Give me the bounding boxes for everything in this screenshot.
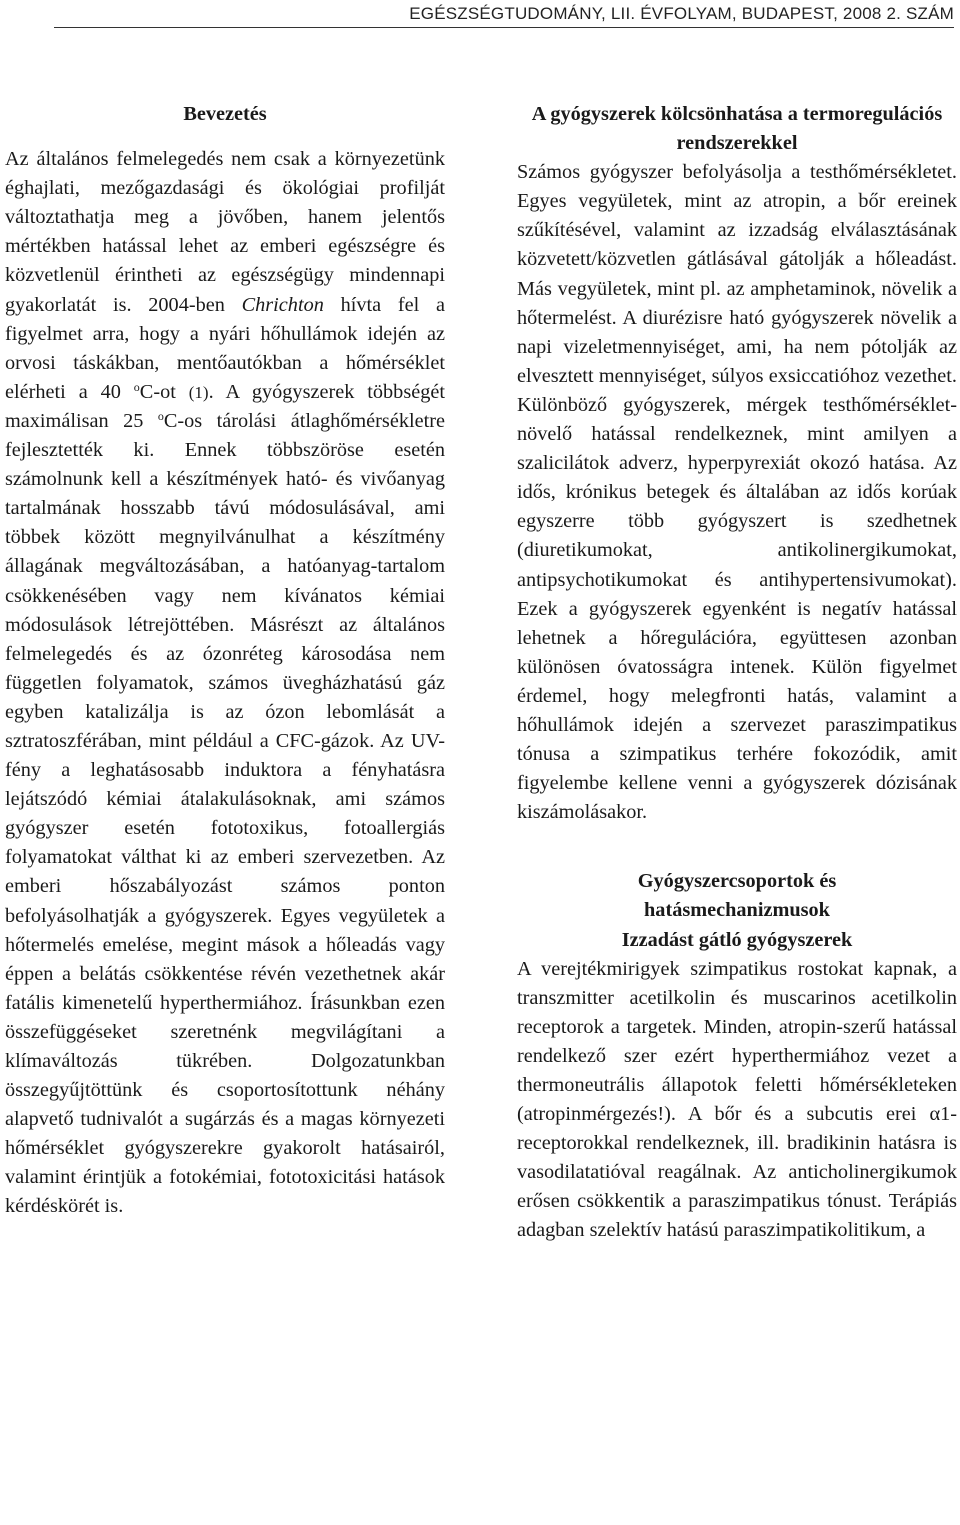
groups-paragraph: A verejtékmirigyek szimpatikus rostokat kapnak, a transzmitter acetilkolin és muscarinos acetilkolin receptorok a targetek. Minden, atropin-szerű hatással rendelkező szer ezért hyperthermiához vezet a thermoneutrális állapotok feletti hőmérsékleteken (atropinmérgezés!). A bőr és a subcutis erei α1-receptorokkal rendelkeznek, ill. bradikinin hatásra is vasodilatatióval reagálnak. Az anticholinergikumok erősen csökkentik a paraszimpatikus tónust. Terápiás adagban szelektív hatású paraszimpatikolitikum, a xyxy=(517,957,957,1242)
groups-heading-line2: hatásmechanizmusok xyxy=(644,899,830,922)
journal-running-title: EGÉSZSÉGTUDOMÁNY, LII. ÉVFOLYAM, BUDAPEST, 2008 2. SZÁM xyxy=(409,4,954,23)
interaction-paragraph: Számos gyógyszer befolyásolja a testhőmérsékletet. Egyes vegyületek, mint az atropin, a bőr ereinek szűkítésével, valamint az izzadság elválasztásának közvetett/közvetlen gátlásával gátolják a hőleadást. Más vegyületek, mint pl. az amphetaminok, növelik a hőtermelést. A diurézisre ható gyógyszerek növelik a napi vizeletmennyiséget, ami, ha nem pótolják az elvesztett mennyiséget, súlyos exsiccatióhoz vezethet. Különböző gyógyszerek, mérgek testhőmérséklet-növelő hatással rendelkeznek, mint amilyen a szalicilátok adverz, hyperpyrexiát okozó hatása. Az idős, krónikus betegek és általában az idős korúak egyszerre több gyógyszert is szedhetnek (diuretikumokat, antikolinergikumokat, antipsychotikumokat és antihypertensivumokat). Ezek a gyógyszerek egyenként is negatív hatással lehetnek a hőregulációra, együttesen azonban különösen óvatosságra intenek. Külön figyelmet érdemel, hogy melegfronti hatás, valamint a hőhullámok idején a szervezet paraszimpatikus tónusa a szimpatikus terhére fokozódik, amit figyelembe kellene venni a gyógyszerek dózisának kiszámolásakor. xyxy=(517,161,957,824)
degree-symbol-1: o xyxy=(133,379,140,394)
intro-text-5: C-os tárolási átlaghőmérsékletre fejlesztették ki. Ennek többszöröse esetén számolnunk kell a készítmények ható- és vivőanyag tartalmának hosszabb távú módosulásával, ami többek között megnyilvánulhat a készítmény állagának megváltozásában, a hatóanyag-tartalom csökkenésében vagy nem kívánatos kémiai módosulások létrejöttében. Másrészt az általános felmelegedés és az ózonréteg károsodása nem független folyamatok, számos üvegházhatású gáz egyben katalizálja is az ózon lebomlását a sztratoszférában, mint például a CFC-gázok. Az UV-fény a leghatásosabb induktora a fényhatásra lejátszódó kémiai átalakulásoknak, ami számos gyógyszer esetén fototoxikus, fotoallergiás folyamatokat válthat ki az emberi szervezetben. Az emberi hőszabályozást számos ponton befolyásolhatják a gyógyszerek. Egyes vegyületek a hőtermelés emelése, megint mások a hőleadás vagy éppen a belátás csökkentése révén vezethetnek akár fatális kimenetelű hyperthermiához. Írásunkban ezen összefüggéseket szeretnénk megvilágítani a klímaváltozás tükrében. Dolgozatunkban összegyűjtöttünk és csoportosítottunk néhány alapvető tudnivalót a sugárzás és a magas környezeti hőmérséklet gyógyszerekre gyakorolt hatásairól, valamint érintjük a fotokémiai, fototoxicitási hatások kérdéskörét is. xyxy=(5,409,445,1218)
left-column xyxy=(5,100,445,1222)
right-column xyxy=(517,100,957,1246)
intro-heading: Bevezetés xyxy=(183,103,267,125)
groups-heading-line1: Gyógyszercsoportok és xyxy=(637,870,837,893)
intro-text-3: C-ot xyxy=(139,380,189,403)
interaction-heading: A gyógyszerek kölcsönhatása a termoregulációs rendszerekkel xyxy=(531,103,943,155)
running-header xyxy=(54,4,954,28)
citation-ref: (1) xyxy=(188,382,209,402)
intro-text-4: . A gyógyszerek többségét maximálisan 25 xyxy=(5,380,445,432)
groups-heading xyxy=(517,867,957,954)
groups-subheading: Izzadást gátló gyógyszerek xyxy=(621,928,853,951)
degree-symbol-2: o xyxy=(157,408,164,423)
intro-paragraph xyxy=(5,145,445,1221)
section-spacer xyxy=(517,827,957,867)
author-name: Chrichton xyxy=(241,293,324,316)
intro-text-1: Az általános felmelegedés nem csak a környezetünk éghajlati, mezőgazdasági és ökológiai profilját változtathatja meg a jövőben, hanem jelentős mértékben hatással lehet az emberi egészségre és közvetlenül érintheti az egészségügy mindennapi gyakorlatát is. 2004-ben xyxy=(5,148,445,316)
intro-text-2: hívta fel a figyelmet arra, hogy a nyári hőhullámok idején az orvosi táskákban, mentőautókban a hőmérséklet elérheti a 40 xyxy=(5,293,445,403)
